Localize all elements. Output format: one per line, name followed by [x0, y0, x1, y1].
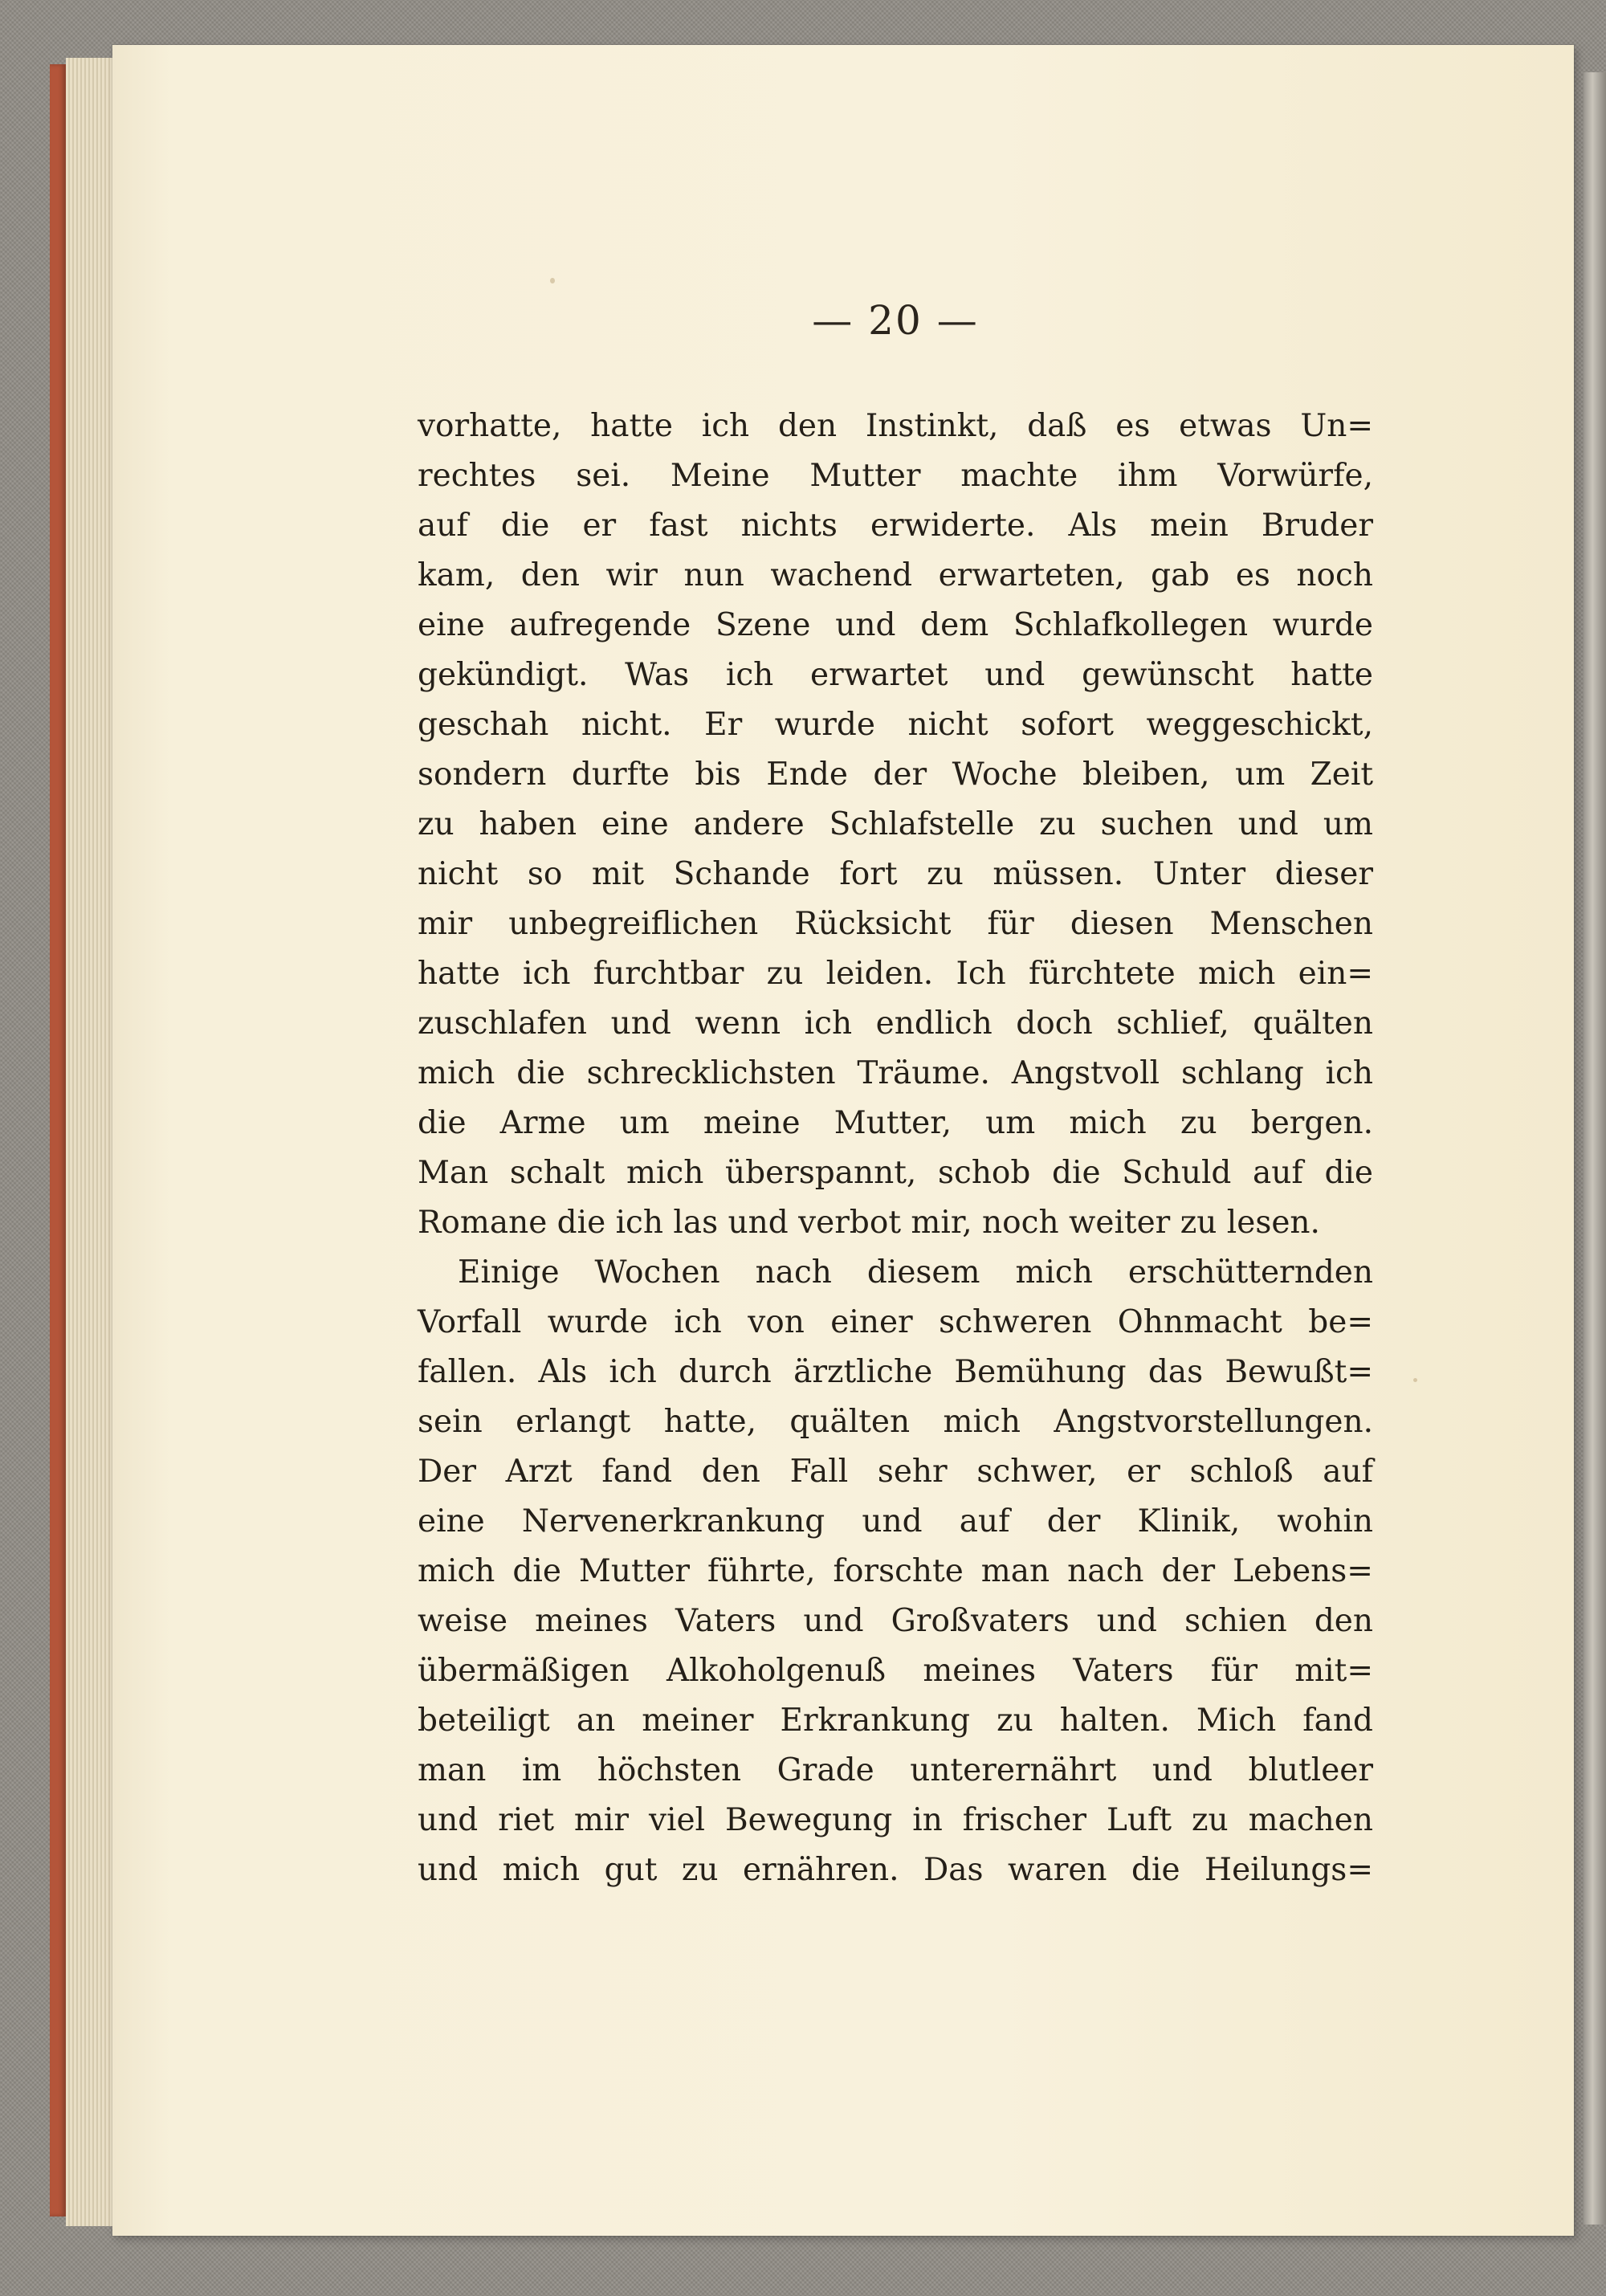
text-line: weise meines Vaters und Großvaters und schien den: [418, 1603, 1373, 1639]
text-line: Der Arzt fand den Fall sehr schwer, er schloß auf: [418, 1454, 1373, 1490]
text-line: Einige Wochen nach diesem mich erschütternden: [458, 1254, 1373, 1291]
text-line: mich die Mutter führte, forschte man nach der Lebens=: [418, 1553, 1373, 1589]
body-text: [418, 402, 1373, 1895]
paper-spot: [550, 278, 555, 283]
text-line: und riet mir viel Bewegung in frischer Luft zu machen: [418, 1802, 1373, 1838]
text-line: mir unbegreiflichen Rücksicht für diesen Menschen: [418, 906, 1373, 942]
text-line: zu haben eine andere Schlafstelle zu suchen und um: [418, 806, 1373, 842]
text-line: eine Nervenerkrankung und auf der Klinik, wohin: [418, 1503, 1373, 1540]
text-line: Man schalt mich überspannt, schob die Schuld auf die: [418, 1155, 1373, 1191]
book-cover-edge: [50, 64, 66, 2216]
paper-spot: [1413, 1378, 1417, 1382]
text-line: kam, den wir nun wachend erwarteten, gab es noch: [418, 557, 1373, 593]
text-line: sondern durfte bis Ende der Woche bleiben, um Zeit: [418, 756, 1373, 793]
book-cover-right-edge: [1584, 72, 1606, 2225]
text-line: übermäßigen Alkoholgenuß meines Vaters für mit=: [418, 1653, 1373, 1689]
text-line: nicht so mit Schande fort zu müssen. Unter dieser: [418, 856, 1373, 892]
text-line: Vorfall wurde ich von einer schweren Ohnmacht be=: [418, 1304, 1373, 1340]
text-line: sein erlangt hatte, quälten mich Angstvorstellungen.: [418, 1404, 1373, 1440]
text-line: beteiligt an meiner Erkrankung zu halten. Mich fand: [418, 1703, 1373, 1739]
text-line: man im höchsten Grade unterernährt und blutleer: [418, 1752, 1373, 1788]
text-line: eine aufregende Szene und dem Schlafkollegen wurde: [418, 607, 1373, 643]
text-line: hatte ich furchtbar zu leiden. Ich fürchtete mich ein=: [418, 956, 1373, 992]
text-line: die Arme um meine Mutter, um mich zu bergen.: [418, 1105, 1373, 1141]
text-line: Romane die ich las und verbot mir, noch weiter zu lesen.: [418, 1205, 1320, 1241]
text-line: fallen. Als ich durch ärztliche Bemühung das Bewußt=: [418, 1354, 1373, 1390]
text-line: und mich gut zu ernähren. Das waren die Heilungs=: [418, 1852, 1373, 1888]
text-line: zuschlafen und wenn ich endlich doch schlief, quälten: [418, 1005, 1373, 1042]
text-line: rechtes sei. Meine Mutter machte ihm Vorwürfe,: [418, 458, 1373, 494]
text-line: auf die er fast nichts erwiderte. Als mein Bruder: [418, 508, 1373, 544]
text-line: gekündigt. Was ich erwartet und gewünscht hatte: [418, 657, 1373, 693]
text-line: geschah nicht. Er wurde nicht sofort weggeschickt,: [418, 707, 1373, 743]
page-number: — 20 —: [812, 297, 979, 344]
text-line: vorhatte, hatte ich den Instinkt, daß es etwas Un=: [418, 408, 1373, 444]
text-line: mich die schrecklichsten Träume. Angstvoll schlang ich: [418, 1055, 1373, 1091]
